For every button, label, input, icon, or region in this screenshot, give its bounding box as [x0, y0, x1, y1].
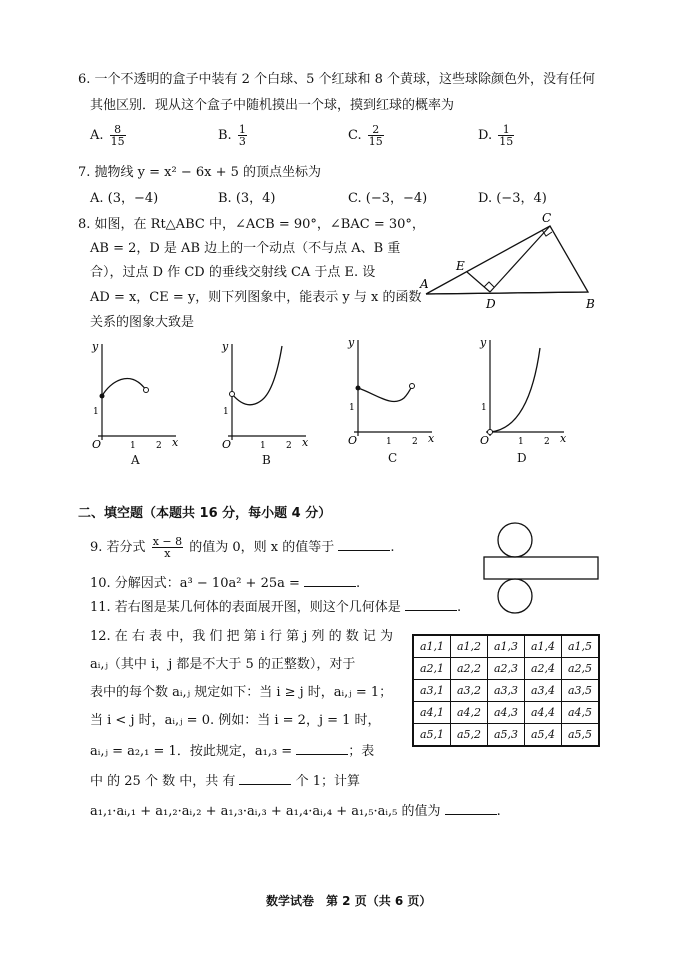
tick-y-1: 1: [481, 403, 487, 413]
y-label: y: [480, 336, 487, 349]
triangle-abc: [426, 226, 588, 294]
fraction: [152, 536, 183, 559]
fraction: [498, 124, 514, 147]
table-cell: a4,2: [451, 702, 488, 724]
q7-option-c[interactable]: C. (−3，−4): [348, 191, 428, 206]
label-d: D: [486, 297, 496, 311]
graph-b: [220, 340, 310, 450]
tick-1: 1: [130, 441, 136, 451]
table-cell: a3,4: [525, 680, 562, 702]
table-row: [413, 635, 599, 658]
tick-y-1: 1: [93, 407, 99, 417]
open-point: [410, 384, 415, 389]
denominator: 15: [499, 135, 514, 148]
bottom-circle: [498, 579, 532, 613]
q8-line4: AD = x，CE = y，则下列图象中，能表示 y 与 x 的函数: [90, 290, 422, 305]
denominator: x: [164, 547, 171, 560]
y-label: y: [222, 340, 229, 353]
fraction: [110, 124, 126, 147]
label-e: E: [456, 259, 465, 273]
right-angle-mark-c: [542, 230, 552, 236]
q12-line5-text: aᵢ,ⱼ = a₂,₁ = 1．按此规定，a₁,₃ =: [90, 744, 293, 759]
curve: [358, 386, 412, 402]
q7-stem: 7. 抛物线 y = x² − 6x + 5 的顶点坐标为: [78, 165, 322, 180]
q12-line5-tail: ；表: [348, 744, 375, 759]
graph-b-caption[interactable]: B: [262, 453, 271, 467]
origin-label: O: [92, 438, 102, 451]
option-letter: D.: [478, 128, 493, 143]
q12-line6: [90, 772, 360, 791]
curve: [232, 346, 282, 405]
q12-sum-blank[interactable]: [445, 802, 497, 815]
q8-line1: 8. 如图，在 Rt△ABC 中，∠ACB = 90°，∠BAC = 30°，: [78, 217, 425, 232]
q9-stem: 9. 若分式 $\frac{x - 8}{x}$ 的值为 0，则 x 的值等于 .: [90, 535, 395, 560]
tick-y-1: 1: [223, 407, 229, 417]
y-label: y: [348, 336, 355, 349]
q12-line3: 表中的每个数 aᵢ,ⱼ 规定如下：当 i ≥ j 时，aᵢ,ⱼ = 1；: [90, 685, 393, 700]
origin-label: O: [480, 434, 490, 447]
q10-stem: 10. 分解因式：a³ − 10a² + 25a = .: [90, 576, 361, 591]
q11-stem: 11. 若右图是某几何体的表面展开图，则这个几何体是 .: [90, 600, 462, 615]
q9-pre: 9. 若分式: [90, 540, 146, 555]
q7-option-d[interactable]: D. (−3，4): [478, 191, 547, 206]
segment-cd: [490, 226, 550, 292]
table-cell: a5,4: [525, 724, 562, 747]
segment-ab: [426, 292, 588, 294]
fraction: [368, 124, 384, 147]
table-row: [413, 724, 599, 747]
q6-line2: 其他区别．现从这个盒子中随机摸出一个球，摸到红球的概率为: [90, 98, 455, 113]
q12-table: [412, 634, 600, 747]
table-cell: a2,5: [562, 658, 600, 680]
table-cell: a4,3: [488, 702, 525, 724]
tick-y-1: 1: [349, 403, 355, 413]
q12-line4: 当 i < j 时，aᵢ,ⱼ = 0. 例如：当 i = 2，j = 1 时，: [90, 713, 381, 728]
net-figure: [480, 520, 600, 616]
closed-point: [356, 386, 361, 391]
table-cell: a4,4: [525, 702, 562, 724]
open-point: [144, 388, 149, 393]
open-point: [230, 392, 235, 397]
table-cell: a1,3: [488, 635, 525, 658]
numerator: 1: [498, 124, 514, 136]
curve: [490, 348, 540, 432]
graph-d: [478, 336, 568, 446]
graph-c-caption[interactable]: C: [388, 451, 398, 465]
tick-1: 1: [386, 437, 392, 447]
right-angle-mark-d: [484, 282, 494, 287]
x-label: x: [428, 432, 435, 445]
q12-line7-text: a₁,₁·aᵢ,₁ + a₁,₂·aᵢ,₂ + a₁,₃·aᵢ,₃ + a₁,₄·aᵢ,₄ + a₁,₅·aᵢ,₅ 的值为: [90, 804, 441, 819]
rectangle: [484, 557, 598, 579]
q12-line2: aᵢ,ⱼ（其中 i，j 都是不大于 5 的正整数），对于: [90, 657, 356, 672]
table-cell: a1,5: [562, 635, 600, 658]
table-cell: a1,2: [451, 635, 488, 658]
q8-line3: 合），过点 D 作 CD 的垂线交射线 CA 于点 E. 设: [90, 265, 376, 280]
tick-2: 2: [286, 441, 292, 451]
table-cell: a2,4: [525, 658, 562, 680]
table-cell: a1,4: [525, 635, 562, 658]
table-cell: a5,2: [451, 724, 488, 747]
q12-count-blank[interactable]: [239, 772, 291, 785]
q11-text: 11. 若右图是某几何体的表面展开图，则这个几何体是: [90, 600, 401, 615]
origin-label: O: [348, 434, 358, 447]
option-letter: A.: [90, 128, 104, 143]
q10-answer-blank[interactable]: [304, 574, 356, 587]
tick-2: 2: [156, 441, 162, 451]
table-cell: a2,2: [451, 658, 488, 680]
q7-option-a[interactable]: A. (3，−4): [90, 191, 159, 206]
table-cell: a4,1: [413, 702, 451, 724]
numerator: x − 8: [152, 535, 183, 548]
q12-line5: [90, 742, 374, 761]
table-cell: a5,3: [488, 724, 525, 747]
q12-a13-blank[interactable]: [296, 742, 348, 755]
x-label: x: [560, 432, 567, 445]
numerator: 1: [238, 123, 246, 136]
tick-2: 2: [412, 437, 418, 447]
tick-1: 1: [260, 441, 266, 451]
x-label: x: [302, 436, 309, 449]
q8-line5: 关系的图象大致是: [90, 315, 195, 330]
q12-line1: 12. 在 右 表 中，我 们 把 第 i 行 第 j 列 的 数 记 为: [90, 629, 393, 644]
triangle-figure: [420, 210, 610, 310]
curve: [102, 379, 146, 396]
page-footer: 数学试卷 第 2 页（共 6 页）: [266, 894, 432, 908]
q11-answer-blank[interactable]: [405, 598, 457, 611]
numerator: 2: [368, 124, 384, 136]
table-row: [413, 702, 599, 724]
graph-a-caption[interactable]: A: [131, 453, 140, 467]
numerator: 8: [110, 124, 126, 136]
tick-2: 2: [544, 437, 550, 447]
tick-1: 1: [518, 437, 524, 447]
table-cell: a5,1: [413, 724, 451, 747]
denominator: 3: [238, 135, 246, 148]
graph-a: [90, 340, 180, 450]
q6-option-a[interactable]: [90, 124, 128, 147]
x-label: x: [172, 436, 179, 449]
table-cell: a4,5: [562, 702, 600, 724]
label-c: C: [542, 211, 552, 225]
q9-answer-blank[interactable]: [338, 538, 390, 551]
option-letter: B.: [218, 128, 232, 143]
table-row: [413, 658, 599, 680]
q10-text: 10. 分解因式：a³ − 10a² + 25a =: [90, 576, 300, 591]
q9-post: 的值为 0，则 x 的值等于: [189, 540, 335, 555]
y-label: y: [92, 340, 99, 353]
table-cell: a3,2: [451, 680, 488, 702]
table-cell: a1,1: [413, 635, 451, 658]
table-cell: a3,5: [562, 680, 600, 702]
fraction: [238, 124, 247, 147]
denominator: 15: [110, 135, 125, 148]
table-cell: a2,1: [413, 658, 451, 680]
q12-line7: a₁,₁·aᵢ,₁ + a₁,₂·aᵢ,₂ + a₁,₃·aᵢ,₃ + a₁,₄·aᵢ,₄ + a₁,₅·aᵢ,₅ 的值为 .: [90, 804, 501, 819]
q8-line2: AB = 2，D 是 AB 边上的一个动点（不与点 A、B 重: [90, 241, 401, 256]
q6-option-b[interactable]: [218, 124, 249, 147]
table-cell: a3,1: [413, 680, 451, 702]
table-cell: a5,5: [562, 724, 600, 747]
q7-option-b[interactable]: B. (3，4): [218, 191, 276, 206]
label-a: A: [420, 277, 429, 291]
graph-d-caption[interactable]: D: [517, 451, 527, 465]
section-title: 二、填空题（本题共 16 分，每小题 4 分）: [78, 506, 332, 521]
top-circle: [498, 523, 532, 557]
table-row: [413, 680, 599, 702]
q6-option-c[interactable]: [348, 124, 386, 147]
closed-point: [100, 394, 105, 399]
q12-line6-text: 中 的 25 个 数 中，共 有: [90, 774, 236, 789]
table-cell: a2,3: [488, 658, 525, 680]
origin-label: O: [222, 438, 232, 451]
option-letter: C.: [348, 128, 362, 143]
segment-de: [467, 272, 490, 292]
q6-option-d[interactable]: [478, 124, 516, 147]
label-b: B: [586, 297, 595, 311]
table-cell: a3,3: [488, 680, 525, 702]
q6-line1: 6. 一个不透明的盒子中装有 2 个白球、5 个红球和 8 个黄球，这些球除颜色外，没有任何: [78, 72, 596, 87]
graph-c: [346, 336, 436, 446]
q12-line6-tail: 个 1；计算: [295, 774, 361, 789]
denominator: 15: [368, 135, 383, 148]
